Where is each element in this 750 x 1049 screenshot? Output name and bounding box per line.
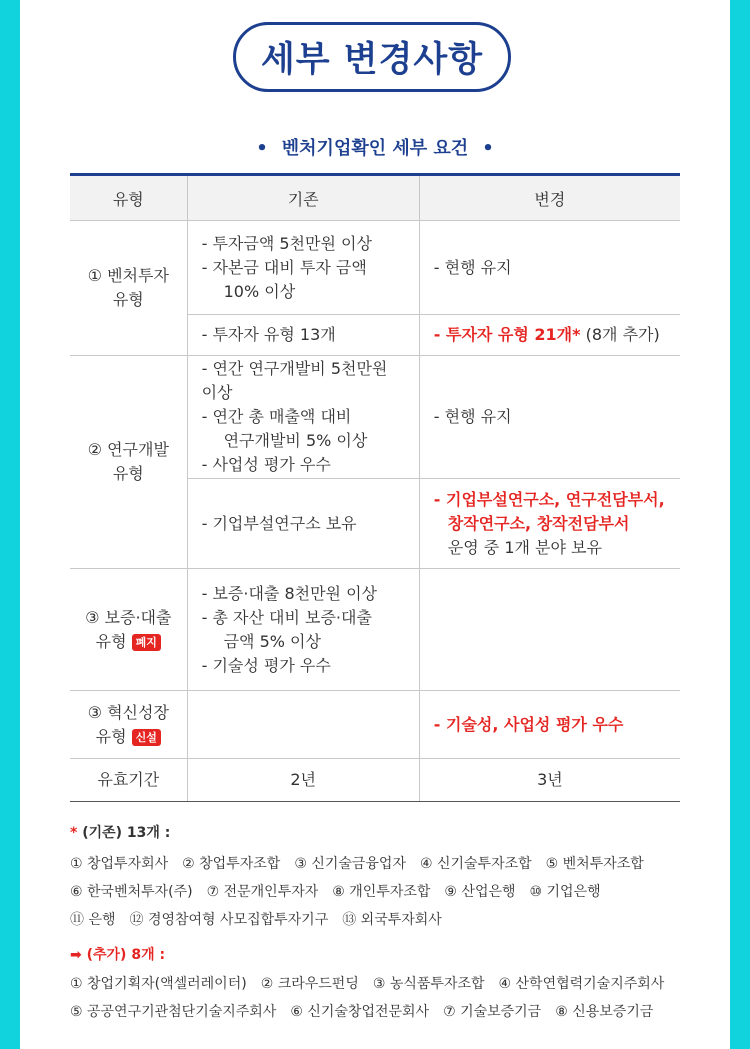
new-cell: - 현행 유지 [419,356,680,479]
old-cell: - 연간 연구개발비 5천만원 이상 - 연간 총 매출액 대비 연구개발비 5% 이상 - 사업성 평가 우수 [187,356,419,479]
table-header-row [70,175,680,221]
old-cell: - 기업부설연구소 보유 [187,479,419,569]
new-cell: - 기술성, 사업성 평가 우수 [419,691,680,759]
abolished-badge: 폐지 [132,634,161,651]
list-item: ① 창업투자회사 ② 창업투자조합 ③ 신기술금융업자 ④ 신기술투자조합 ⑤ 벤처투자조합 [70,856,644,872]
old-cell: 2년 [187,759,419,802]
list-item: ⑥ 한국벤처투자(주) ⑦ 전문개인투자자 ⑧ 개인투자조합 ⑨ 산업은행 ⑩ 기업은행 [70,884,601,900]
old-cell: - 투자자 유형 13개 [187,315,419,356]
type-guarantee: ③ 보증·대출 유형 폐지 [70,569,187,691]
list-item: ⑤ 공공연구기관첨단기술지주회사 ⑥ 신기술창업전문회사 ⑦ 기술보증기금 ⑧ 신용보증기금 [70,1004,654,1020]
existing-investors-heading: * (기존) 13개 : [70,825,171,841]
old-cell: - 투자금액 5천만원 이상 - 자본금 대비 투자 금액 10% 이상 [187,221,419,315]
bullet-icon: • [256,138,268,159]
new-cell [419,569,680,691]
list-item: ⑪ 은행 ⑫ 경영참여형 사모집합투자기구 ⑬ 외국투자회사 [70,912,442,928]
table-row [70,221,680,315]
type-venture: ① 벤처투자 유형 [70,221,187,356]
added-investors-heading: ➡ (추가) 8개 : [70,947,166,963]
header-old: 기존 [187,175,419,221]
table-row [70,356,680,479]
new-cell: - 투자자 유형 21개* (8개 추가) [419,315,680,356]
new-cell: - 현행 유지 [419,221,680,315]
table-row [70,759,680,802]
new-cell: 3년 [419,759,680,802]
new-badge: 신설 [132,729,161,746]
header-type: 유형 [70,175,187,221]
footnotes [70,822,710,1026]
section-subtitle [0,134,750,160]
page-title: 세부 변경사항 [260,40,484,80]
bullet-icon: • [482,138,494,159]
old-cell: - 보증·대출 8천만원 이상 - 총 자산 대비 보증·대출 금액 5% 이상 - 기술성 평가 우수 [187,569,419,691]
requirements-table [70,173,680,802]
new-cell: - 기업부설연구소, 연구전담부서, 창작연구소, 창작전담부서 운영 중 1개 분야 보유 [419,479,680,569]
type-period: 유효기간 [70,759,187,802]
type-innovation: ③ 혁신성장 유형 신설 [70,691,187,759]
subtitle-text: 벤처기업확인 세부 요건 [281,138,469,159]
table-row [70,569,680,691]
list-item: ① 창업기획자(액셀러레이터) ② 크라우드펀딩 ③ 농식품투자조합 ④ 산학연협력기술지주회사 [70,976,665,992]
table-row [70,691,680,759]
title-pill [233,22,511,92]
type-rnd: ② 연구개발 유형 [70,356,187,569]
header-new: 변경 [419,175,680,221]
old-cell [187,691,419,759]
